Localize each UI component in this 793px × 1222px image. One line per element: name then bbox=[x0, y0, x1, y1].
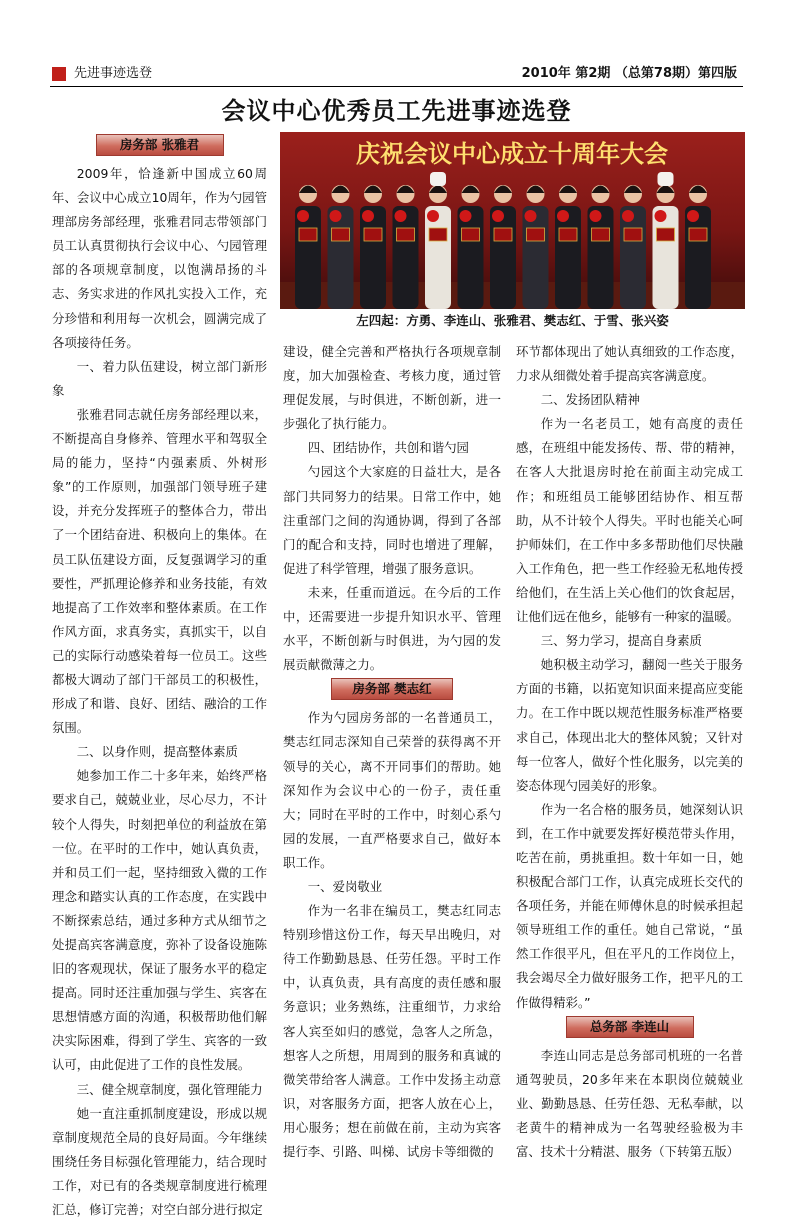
paragraph: 作为一名老员工，她有高度的责任感，在班组中能发扬传、帮、带的精神，在客人大批退房时抢在前面主动完成工作；和班组员工能够团结协作、相互帮助，从不计较个人得失。平时也能关心呵护师妹们，在工作中多多帮助他们尽快融入工作角色，把一些工作经验无私地传授给他们，在生活上关心他们的饮食起居，让他们远在他乡，能够有一种家的温暖。 bbox=[516, 416, 743, 625]
paragraph: 作为一名非在编员工，樊志红同志特别珍惜这份工作，每天早出晚归，对待工作勤勤恳恳、任劳任怨。平时工作中，认真负责，具有高度的责任感和服务意识；业务熟练，注重细节，力求给客人宾至如归的感觉，急客人之所急，想客人之所想，用周到的服务和真诚的微笑带给客人满意。工作中发扬主动意识，对客服务方面，把客人放在心上，用心服务；想在前做在前，主动为宾客提行李、引路、叫梯、试房卡等细微的 bbox=[283, 903, 501, 1159]
ceremony-photo-illustration bbox=[280, 132, 745, 309]
paragraph: 2009年，恰逢新中国成立60周年、会议中心成立10周年，作为勺园管理部房务部经理，张雅君同志带领部门员工认真贯彻执行会议中心、勺园管理部的各项规章制度，以饱满昂扬的斗志、务实求进的作风扎实投入工作，充分珍惜和利用每一次机会，圆满完成了各项接待任务。 bbox=[52, 166, 267, 350]
name-bar-fan-zhihong: 房务部 樊志红 bbox=[331, 678, 453, 700]
section-heading: 一、着力队伍建设，树立部门新形象 bbox=[52, 358, 267, 398]
paragraph: 未来，任重而道远。在今后的工作中，还需要进一步提升知识水平、管理水平，不断创新与时俱进，为勺园的发展贡献微薄之力。 bbox=[283, 584, 501, 673]
paragraph: 李连山同志是总务部司机班的一名普通驾驶员，20多年来在本职岗位兢兢业业、勤勤恳恳、任劳任怨、无私奉献，以老黄牛的精神成为一名驾驶经验极为丰富、技术十分精湛、服务（下转第五版） bbox=[516, 1047, 743, 1159]
paragraph: 作为一名合格的服务员，她深刻认识到，在工作中就要发挥好模范带头作用，吃苦在前，勇挑重担。数十年如一日，她积极配合部门工作，认真完成班长交代的各项任务，并能在师傅休息的时候承担起领导班组工作的重任。她自己常说，“虽然工作很平凡，但在平凡的工作岗位上，我会竭尽全力做好服务工作，把平凡的工作做得精彩。” bbox=[516, 801, 743, 1010]
paragraph: 她参加工作二十多年来，始终严格要求自己，兢兢业业，尽心尽力，不计较个人得失，时刻把单位的利益放在第一位。在平时的工作中，她认真负责，并和员工们一起，坚持细致入微的工作理念和踏实认真的工作态度，在实践中不断探索总结，通过多种方式从细节之处提高宾客满意度，弥补了设备设施陈旧的客观现状，保证了服务水平的稳定提高。同时还注重加强与学生、宾客在思想情感方面的沟通，积极帮助他们解决实际困难，得到了学生、宾客的一致认可，由此促进了工作的良性发展。 bbox=[52, 768, 267, 1073]
column-1 bbox=[52, 136, 267, 1222]
photo-caption: 左四起：方勇、李连山、张雅君、樊志红、于雪、张兴姿 bbox=[356, 313, 669, 328]
column-3 bbox=[516, 340, 743, 1164]
section-heading: 三、健全规章制度，强化管理能力 bbox=[76, 1081, 263, 1097]
ceremony-photo bbox=[280, 132, 745, 309]
column-2 bbox=[283, 340, 501, 1164]
paragraph: 张雅君同志就任房务部经理以来，不断提高自身修养、管理水平和驾驭全局的能力，坚持“内强素质、外树形象”的工作原则，加强部门领导班子建设，并充分发挥班子的整体合力，带出了一个团结奋进、积极向上的集体。在员工队伍建设方面，反复强调学习的重要性，严抓理论修养和业务技能，有效地提高了工作效率和整体素质。在工作作风方面，求真务实，真抓实干，以自己的实际行动感染着每一位员工。这些都极大调动了部门干部员工的积极性，形成了和谐、良好、团结、融洽的工作氛围。 bbox=[52, 406, 267, 736]
photo-banner: 庆祝会议中心成立十周年大会 bbox=[356, 139, 668, 168]
name-bar-li-lianshan: 总务部 李连山 bbox=[566, 1016, 694, 1038]
section-heading: 二、以身作则，提高整体素质 bbox=[76, 744, 238, 760]
section-heading: 二、发扬团队精神 bbox=[540, 392, 640, 408]
name-bar-zhang-yajun: 房务部 张雅君 bbox=[96, 134, 224, 156]
paragraph: 环节都体现出了她认真细致的工作态度，力求从细微处着手提高宾客满意度。 bbox=[516, 344, 743, 384]
section-heading: 三、努力学习，提高自身素质 bbox=[540, 633, 702, 649]
paragraph: 勺园这个大家庭的日益壮大，是各部门共同努力的结果。日常工作中，她注重部门之间的沟通协调，得到了各部门的配合和支持，同时也增进了理解，促进了科学管理，增强了服务意识。 bbox=[283, 464, 501, 576]
section-heading: 四、团结协作，共创和谐勺园 bbox=[307, 440, 469, 456]
issue-info: 2010年 第2期 （总第78期）第四版 bbox=[521, 66, 737, 81]
paragraph: 她一直注重抓制度建设，形成以规章制度规范全局的良好局面。今年继续围绕任务目标强化管理能力，结合现时工作，对已有的各类规章制度进行梳理汇总，修订完善；对空白部分进行拟定 bbox=[52, 1105, 267, 1218]
paragraph: 建设，健全完善和严格执行各项规章制度，加大加强检查、考核力度，通过管理促发展，与时俱进，不断创新，进一步强化了执行能力。 bbox=[283, 344, 501, 432]
page-title: 会议中心优秀员工先进事迹选登 bbox=[221, 96, 572, 125]
section-label: 先进事迹选登 bbox=[74, 66, 153, 81]
section-marker bbox=[52, 67, 66, 81]
paragraph: 作为勺园房务部的一名普通员工，樊志红同志深知自己荣誉的获得离不开领导的关心，离不开同事们的帮助。她深知作为会议中心的一份子，责任重大；同时在平时的工作中，时刻心系勺园的发展，一直严格要求自己，做好本职工作。 bbox=[283, 710, 501, 870]
header-rule bbox=[50, 86, 743, 87]
section-heading: 一、爱岗敬业 bbox=[307, 878, 383, 894]
paragraph: 她积极主动学习，翻阅一些关于服务方面的书籍，以拓宽知识面来提高应变能力。在工作中既以规范性服务标准严格要求自己，体现出北大的整体风貌；又针对每一位客人，做好个性化服务，以完美的姿态体现勺园美好的形象。 bbox=[516, 657, 743, 793]
